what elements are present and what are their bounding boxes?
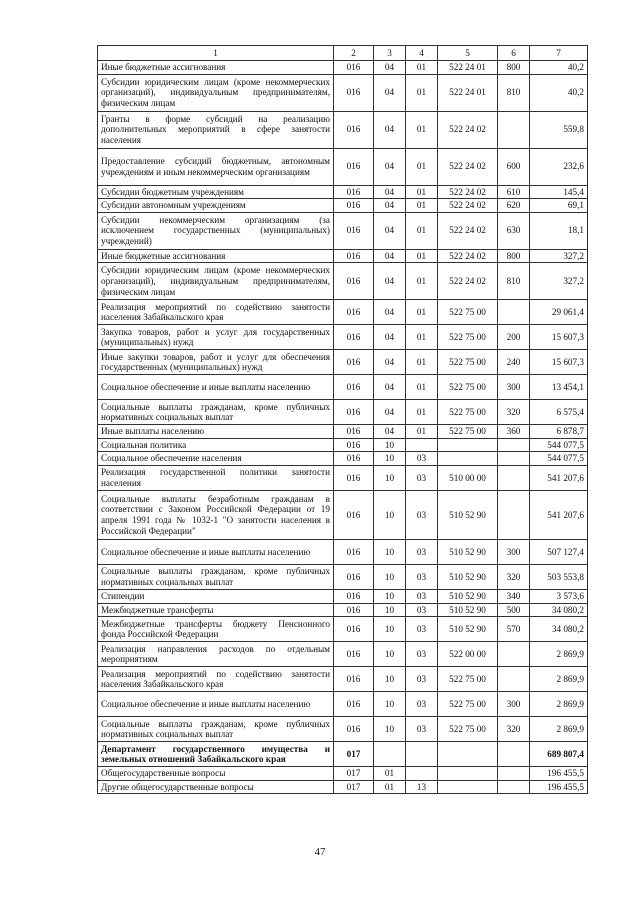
cell-subsection: 01 — [406, 111, 438, 148]
cell-section: 04 — [374, 263, 406, 300]
cell-section: 10 — [374, 642, 406, 667]
cell-name: Социальное обеспечение и иные выплаты населению — [98, 540, 334, 565]
cell-section: 04 — [374, 350, 406, 375]
cell-section: 01 — [374, 780, 406, 794]
cell-section: 10 — [374, 617, 406, 642]
cell-expense-type: 630 — [498, 212, 530, 249]
cell-expense-type: 610 — [498, 185, 530, 199]
cell-admin-code: 016 — [334, 590, 374, 604]
cell-admin-code: 016 — [334, 642, 374, 667]
cell-expense-type — [498, 491, 530, 540]
cell-target-article: 522 24 02 — [438, 263, 498, 300]
cell-admin-code: 016 — [334, 438, 374, 452]
table-row — [98, 780, 588, 794]
cell-section: 10 — [374, 452, 406, 466]
cell-section: 04 — [374, 425, 406, 439]
cell-subsection — [406, 742, 438, 767]
cell-name: Реализация мероприятий по содействию занятости населения Забайкальского края — [98, 300, 334, 325]
cell-target-article: 510 52 90 — [438, 617, 498, 642]
cell-name: Реализация государственной политики занятости населения — [98, 466, 334, 491]
cell-section: 10 — [374, 667, 406, 692]
cell-amount: 18,1 — [530, 212, 588, 249]
cell-amount: 15 607,3 — [530, 325, 588, 350]
cell-subsection: 01 — [406, 185, 438, 199]
table-row — [98, 540, 588, 565]
cell-name: Реализация направления расходов по отдельным мероприятиям — [98, 642, 334, 667]
cell-subsection — [406, 767, 438, 781]
cell-amount: 2 869,9 — [530, 642, 588, 667]
cell-target-article: 522 24 02 — [438, 185, 498, 199]
cell-subsection: 03 — [406, 603, 438, 617]
cell-section: 10 — [374, 438, 406, 452]
cell-amount: 34 080,2 — [530, 617, 588, 642]
cell-amount: 559,8 — [530, 111, 588, 148]
budget-table — [97, 45, 588, 794]
cell-admin-code: 016 — [334, 717, 374, 742]
cell-name: Социальное обеспечение населения — [98, 452, 334, 466]
cell-admin-code: 016 — [334, 263, 374, 300]
cell-admin-code: 016 — [334, 300, 374, 325]
cell-admin-code: 016 — [334, 325, 374, 350]
cell-target-article — [438, 767, 498, 781]
cell-subsection: 01 — [406, 74, 438, 111]
cell-name: Иные бюджетные ассигнования — [98, 61, 334, 75]
cell-expense-type: 620 — [498, 199, 530, 213]
cell-admin-code: 016 — [334, 148, 374, 185]
cell-admin-code: 016 — [334, 111, 374, 148]
cell-admin-code: 017 — [334, 780, 374, 794]
cell-name: Иные бюджетные ассигнования — [98, 249, 334, 263]
cell-amount: 541 207,6 — [530, 466, 588, 491]
cell-name: Социальное обеспечение и иные выплаты населению — [98, 375, 334, 400]
cell-name: Гранты в форме субсидий на реализацию дополнительных мероприятий в сфере занятости населения — [98, 111, 334, 148]
cell-name: Закупка товаров, работ и услуг для государственных (муниципальных) нужд — [98, 325, 334, 350]
cell-target-article: 522 24 02 — [438, 111, 498, 148]
cell-section: 04 — [374, 111, 406, 148]
cell-amount: 544 077,5 — [530, 438, 588, 452]
cell-section: 10 — [374, 491, 406, 540]
cell-admin-code: 016 — [334, 540, 374, 565]
cell-subsection: 01 — [406, 61, 438, 75]
cell-expense-type: 300 — [498, 540, 530, 565]
table-row — [98, 375, 588, 400]
cell-expense-type — [498, 667, 530, 692]
cell-name: Социальное обеспечение и иные выплаты населению — [98, 692, 334, 717]
column-header-5: 5 — [438, 46, 498, 61]
cell-admin-code: 016 — [334, 61, 374, 75]
cell-subsection — [406, 438, 438, 452]
cell-amount: 6 575,4 — [530, 400, 588, 425]
cell-amount: 3 573,6 — [530, 590, 588, 604]
column-header-6: 6 — [498, 46, 530, 61]
cell-name: Социальные выплаты гражданам, кроме публичных нормативных социальных выплат — [98, 400, 334, 425]
cell-name: Субсидии юридическим лицам (кроме некоммерческих организаций), индивидуальным предпринимателям, физическим лицам — [98, 74, 334, 111]
cell-target-article: 522 24 02 — [438, 212, 498, 249]
cell-admin-code: 016 — [334, 603, 374, 617]
cell-expense-type — [498, 642, 530, 667]
column-header-4: 4 — [406, 46, 438, 61]
cell-name: Социальные выплаты гражданам, кроме публичных нормативных социальных выплат — [98, 565, 334, 590]
table-row — [98, 565, 588, 590]
cell-subsection: 03 — [406, 540, 438, 565]
cell-subsection: 03 — [406, 466, 438, 491]
cell-admin-code: 016 — [334, 667, 374, 692]
cell-target-article: 522 75 00 — [438, 425, 498, 439]
cell-subsection: 01 — [406, 199, 438, 213]
cell-target-article: 522 75 00 — [438, 667, 498, 692]
cell-name: Иные выплаты населению — [98, 425, 334, 439]
table-row — [98, 212, 588, 249]
table-row — [98, 300, 588, 325]
cell-section: 04 — [374, 325, 406, 350]
cell-admin-code: 017 — [334, 742, 374, 767]
cell-admin-code: 016 — [334, 249, 374, 263]
table-row — [98, 767, 588, 781]
cell-amount: 2 869,9 — [530, 692, 588, 717]
table-row — [98, 74, 588, 111]
cell-name: Социальные выплаты безработным гражданам в соответствии с Законом Российской Федерации от 19 апреля 1991 года № 1032-1 "О занятости населения в Российской Федерации" — [98, 491, 334, 540]
cell-subsection: 03 — [406, 692, 438, 717]
cell-target-article: 522 24 01 — [438, 61, 498, 75]
cell-expense-type: 800 — [498, 249, 530, 263]
cell-target-article: 510 52 90 — [438, 565, 498, 590]
table-row — [98, 111, 588, 148]
cell-target-article: 510 52 90 — [438, 491, 498, 540]
cell-amount: 69,1 — [530, 199, 588, 213]
cell-name: Субсидии некоммерческим организациям (за исключением государственных (муниципальных) учреждений) — [98, 212, 334, 249]
cell-section: 10 — [374, 692, 406, 717]
cell-admin-code: 016 — [334, 400, 374, 425]
cell-target-article — [438, 438, 498, 452]
table-row — [98, 400, 588, 425]
cell-amount: 232,6 — [530, 148, 588, 185]
cell-subsection: 01 — [406, 300, 438, 325]
cell-section — [374, 742, 406, 767]
cell-expense-type — [498, 438, 530, 452]
cell-expense-type: 570 — [498, 617, 530, 642]
cell-section: 04 — [374, 249, 406, 263]
column-header-7: 7 — [530, 46, 588, 61]
cell-admin-code: 017 — [334, 767, 374, 781]
table-row — [98, 61, 588, 75]
cell-name: Другие общегосударственные вопросы — [98, 780, 334, 794]
cell-expense-type — [498, 742, 530, 767]
cell-name: Социальные выплаты гражданам, кроме публичных нормативных социальных выплат — [98, 717, 334, 742]
cell-expense-type: 320 — [498, 565, 530, 590]
table-row — [98, 642, 588, 667]
cell-admin-code: 016 — [334, 74, 374, 111]
cell-expense-type: 240 — [498, 350, 530, 375]
cell-target-article: 522 24 01 — [438, 74, 498, 111]
cell-expense-type: 320 — [498, 717, 530, 742]
cell-name: Социальная политика — [98, 438, 334, 452]
column-header-3: 3 — [374, 46, 406, 61]
cell-subsection: 03 — [406, 565, 438, 590]
cell-target-article: 522 24 02 — [438, 148, 498, 185]
cell-amount: 541 207,6 — [530, 491, 588, 540]
cell-amount: 2 869,9 — [530, 717, 588, 742]
cell-amount: 15 607,3 — [530, 350, 588, 375]
column-header-1: 1 — [98, 46, 334, 61]
cell-subsection: 03 — [406, 452, 438, 466]
cell-subsection: 01 — [406, 148, 438, 185]
cell-target-article: 522 75 00 — [438, 300, 498, 325]
cell-target-article: 522 75 00 — [438, 325, 498, 350]
cell-admin-code: 016 — [334, 692, 374, 717]
cell-expense-type: 300 — [498, 375, 530, 400]
cell-name: Субсидии автономным учреждениям — [98, 199, 334, 213]
cell-admin-code: 016 — [334, 350, 374, 375]
cell-amount: 29 061,4 — [530, 300, 588, 325]
cell-expense-type: 200 — [498, 325, 530, 350]
cell-expense-type — [498, 111, 530, 148]
table-row — [98, 717, 588, 742]
cell-section: 10 — [374, 590, 406, 604]
cell-subsection: 01 — [406, 425, 438, 439]
cell-expense-type — [498, 466, 530, 491]
table-row — [98, 325, 588, 350]
cell-section: 04 — [374, 199, 406, 213]
cell-amount: 327,2 — [530, 249, 588, 263]
cell-expense-type — [498, 780, 530, 794]
cell-amount: 196 455,5 — [530, 767, 588, 781]
table-row — [98, 350, 588, 375]
cell-expense-type: 500 — [498, 603, 530, 617]
cell-target-article: 510 00 00 — [438, 466, 498, 491]
cell-admin-code: 016 — [334, 452, 374, 466]
cell-admin-code: 016 — [334, 375, 374, 400]
cell-amount: 145,4 — [530, 185, 588, 199]
table-row — [98, 617, 588, 642]
cell-amount: 6 878,7 — [530, 425, 588, 439]
cell-target-article: 510 52 90 — [438, 590, 498, 604]
cell-subsection: 01 — [406, 249, 438, 263]
cell-target-article — [438, 452, 498, 466]
table-row — [98, 466, 588, 491]
cell-target-article: 522 24 02 — [438, 249, 498, 263]
table-body — [98, 61, 588, 794]
cell-section: 04 — [374, 74, 406, 111]
cell-admin-code: 016 — [334, 466, 374, 491]
cell-expense-type: 800 — [498, 61, 530, 75]
cell-admin-code: 016 — [334, 491, 374, 540]
cell-target-article: 522 75 00 — [438, 692, 498, 717]
cell-expense-type: 320 — [498, 400, 530, 425]
cell-target-article: 522 75 00 — [438, 375, 498, 400]
table-row — [98, 667, 588, 692]
cell-section: 10 — [374, 565, 406, 590]
cell-subsection: 03 — [406, 617, 438, 642]
table-row — [98, 263, 588, 300]
cell-section: 04 — [374, 375, 406, 400]
cell-subsection: 01 — [406, 212, 438, 249]
cell-expense-type: 360 — [498, 425, 530, 439]
table-row — [98, 692, 588, 717]
cell-amount: 544 077,5 — [530, 452, 588, 466]
cell-amount: 40,2 — [530, 74, 588, 111]
cell-name: Межбюджетные трансферты — [98, 603, 334, 617]
cell-amount: 40,2 — [530, 61, 588, 75]
cell-section: 10 — [374, 540, 406, 565]
table-row — [98, 425, 588, 439]
cell-section: 04 — [374, 300, 406, 325]
cell-subsection: 01 — [406, 400, 438, 425]
cell-name: Субсидии бюджетным учреждениям — [98, 185, 334, 199]
cell-amount: 689 807,4 — [530, 742, 588, 767]
table-row — [98, 603, 588, 617]
cell-section: 10 — [374, 717, 406, 742]
cell-section: 10 — [374, 603, 406, 617]
table-row — [98, 249, 588, 263]
table-row — [98, 185, 588, 199]
cell-target-article: 510 52 90 — [438, 540, 498, 565]
cell-section: 04 — [374, 185, 406, 199]
cell-name: Иные закупки товаров, работ и услуг для обеспечения государственных (муниципальных) нужд — [98, 350, 334, 375]
cell-admin-code: 016 — [334, 212, 374, 249]
cell-section: 04 — [374, 400, 406, 425]
cell-amount: 503 553,8 — [530, 565, 588, 590]
table-row — [98, 148, 588, 185]
cell-amount: 507 127,4 — [530, 540, 588, 565]
cell-subsection: 03 — [406, 590, 438, 604]
cell-amount: 2 869,9 — [530, 667, 588, 692]
cell-target-article — [438, 780, 498, 794]
cell-admin-code: 016 — [334, 425, 374, 439]
cell-section: 04 — [374, 61, 406, 75]
cell-target-article: 522 24 02 — [438, 199, 498, 213]
cell-name: Реализация мероприятий по содействию занятости населения Забайкальского края — [98, 667, 334, 692]
cell-expense-type: 340 — [498, 590, 530, 604]
cell-expense-type — [498, 300, 530, 325]
table-row — [98, 590, 588, 604]
table-row — [98, 452, 588, 466]
cell-subsection: 03 — [406, 491, 438, 540]
cell-target-article: 522 75 00 — [438, 350, 498, 375]
cell-admin-code: 016 — [334, 565, 374, 590]
table-row — [98, 199, 588, 213]
cell-target-article: 522 75 00 — [438, 400, 498, 425]
cell-name: Стипендии — [98, 590, 334, 604]
table-row — [98, 438, 588, 452]
cell-target-article: 510 52 90 — [438, 603, 498, 617]
column-header-2: 2 — [334, 46, 374, 61]
cell-amount: 13 454,1 — [530, 375, 588, 400]
cell-name: Межбюджетные трансферты бюджету Пенсионного фонда Российской Федерации — [98, 617, 334, 642]
cell-subsection: 01 — [406, 375, 438, 400]
table-row — [98, 742, 588, 767]
cell-expense-type: 810 — [498, 263, 530, 300]
cell-target-article: 522 00 00 — [438, 642, 498, 667]
cell-name: Субсидии юридическим лицам (кроме некоммерческих организаций), индивидуальным предпринимателям, физическим лицам — [98, 263, 334, 300]
cell-expense-type: 300 — [498, 692, 530, 717]
cell-expense-type: 600 — [498, 148, 530, 185]
cell-amount: 34 080,2 — [530, 603, 588, 617]
cell-subsection: 03 — [406, 717, 438, 742]
cell-amount: 327,2 — [530, 263, 588, 300]
cell-subsection: 01 — [406, 350, 438, 375]
cell-subsection: 01 — [406, 325, 438, 350]
cell-subsection: 03 — [406, 642, 438, 667]
cell-admin-code: 016 — [334, 185, 374, 199]
cell-name: Предоставление субсидий бюджетным, автономным учреждениям и иным некоммерческим организациям — [98, 148, 334, 185]
cell-name: Общегосударственные вопросы — [98, 767, 334, 781]
cell-target-article: 522 75 00 — [438, 717, 498, 742]
cell-expense-type: 810 — [498, 74, 530, 111]
cell-admin-code: 016 — [334, 617, 374, 642]
cell-section: 10 — [374, 466, 406, 491]
cell-name: Департамент государственного имущества и земельных отношений Забайкальского края — [98, 742, 334, 767]
table-header-row — [98, 46, 588, 61]
cell-section: 04 — [374, 148, 406, 185]
cell-admin-code: 016 — [334, 199, 374, 213]
cell-amount: 196 455,5 — [530, 780, 588, 794]
cell-subsection: 03 — [406, 667, 438, 692]
cell-target-article — [438, 742, 498, 767]
page-number: 47 — [314, 846, 326, 858]
cell-expense-type — [498, 452, 530, 466]
cell-subsection: 01 — [406, 263, 438, 300]
cell-subsection: 13 — [406, 780, 438, 794]
cell-section: 01 — [374, 767, 406, 781]
table-row — [98, 491, 588, 540]
cell-expense-type — [498, 767, 530, 781]
cell-section: 04 — [374, 212, 406, 249]
